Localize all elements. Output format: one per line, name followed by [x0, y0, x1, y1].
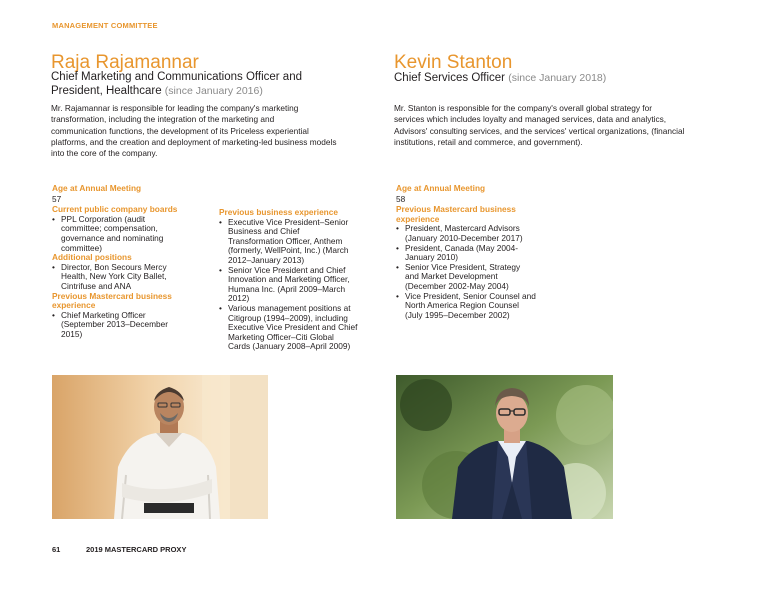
since-date: (since January 2016)	[164, 85, 263, 97]
bio-line: services which includes loyalty and managed services, data and analytics,	[394, 114, 667, 125]
bio-line: Advisors' consulting services, and the services' vertical organizations, (financial	[394, 125, 685, 136]
additional-list	[52, 263, 212, 292]
bio-left	[51, 103, 391, 159]
bio-line: Mr. Rajamannar is responsible for leading the company's marketing	[51, 103, 299, 113]
boards-heading: Current public company boards	[52, 204, 178, 215]
list-item: • Executive Vice President–Senior Business and Chief Transformation Officer, Anthem (formerly, WellPoint, Inc.) (March 2012–January 2013)	[219, 218, 384, 266]
section-label: MANAGEMENT COMMITTEE	[52, 21, 158, 30]
list-item: • Senior Vice President, Strategy and Market Development (December 2002-May 2004)	[396, 263, 566, 292]
list-item: • Senior Vice President and Chief Innovation and Marketing Officer, Humana Inc. (April 2009–March 2012)	[219, 266, 384, 304]
prev-mc-heading: Previous Mastercard business experience	[396, 204, 516, 224]
portrait-photo-left	[52, 375, 268, 519]
prev-mc-list	[396, 224, 566, 320]
age-heading: Age at Annual Meeting	[396, 183, 486, 193]
executive-name-left: Raja Rajamannar	[51, 52, 199, 73]
bio-line: into the core of the company.	[51, 148, 158, 159]
details-left-col2	[219, 208, 384, 352]
executive-name-right: Kevin Stanton	[394, 52, 513, 73]
age-heading: Age at Annual Meeting	[52, 183, 142, 193]
additional-heading: Additional positions	[52, 252, 132, 263]
bio-right	[394, 103, 734, 148]
prev-business-heading: Previous business experience	[219, 207, 338, 217]
title-line: Chief Marketing and Communications Officer and	[51, 71, 302, 83]
portrait-illustration	[396, 375, 613, 519]
document-title: 2019 MASTERCARD PROXY	[86, 545, 187, 554]
bio-line: transformation, including the integration of the marketing and	[51, 114, 275, 125]
portrait-photo-right	[396, 375, 613, 519]
age-value: 58	[396, 193, 406, 204]
details-right	[396, 184, 566, 320]
executive-title-left	[51, 70, 302, 98]
list-item: • Director, Bon Secours Mercy Health, New York City Ballet, Cintrifuse and ANA	[52, 263, 212, 292]
title-line: President, Healthcare (since January 2016)	[51, 85, 263, 97]
bio-line: communication functions, the development of its Priceless experiential	[51, 125, 309, 136]
list-item: • Various management positions at Citigroup (1994–2009), including Executive Vice President and Chief Marketing Officer–Citi Global Cards (January 2008–April 2009)	[219, 304, 384, 352]
portrait-illustration	[52, 375, 268, 519]
boards-list	[52, 215, 212, 253]
bio-line: Mr. Stanton is responsible for the company's overall global strategy for	[394, 103, 652, 113]
details-left-col1	[52, 184, 212, 340]
list-item: • Vice President, Senior Counsel and North America Region Counsel (July 1995–December 2002)	[396, 292, 566, 321]
list-item: • Chief Marketing Officer (September 2013–December 2015)	[52, 311, 212, 340]
prev-business-list	[219, 218, 384, 352]
list-item: • President, Mastercard Advisors (January 2010-December 2017)	[396, 224, 566, 243]
since-date: (since January 2018)	[508, 72, 607, 84]
page-number: 61	[52, 545, 61, 554]
prev-mc-list	[52, 311, 212, 340]
bio-line: institutions, retail and commerce, and government).	[394, 136, 583, 147]
bio-line: platforms, and the creation and deployment of marketing-led business models	[51, 136, 337, 147]
prev-mc-heading: Previous Mastercard business experience	[52, 290, 172, 311]
list-item: • President, Canada (May 2004- January 2010)	[396, 244, 566, 263]
executive-title-right: Chief Services Officer (since January 2018)	[394, 72, 607, 84]
age-value: 57	[52, 193, 62, 204]
list-item: • PPL Corporation (audit committee; compensation, governance and nominating committee)	[52, 215, 212, 253]
